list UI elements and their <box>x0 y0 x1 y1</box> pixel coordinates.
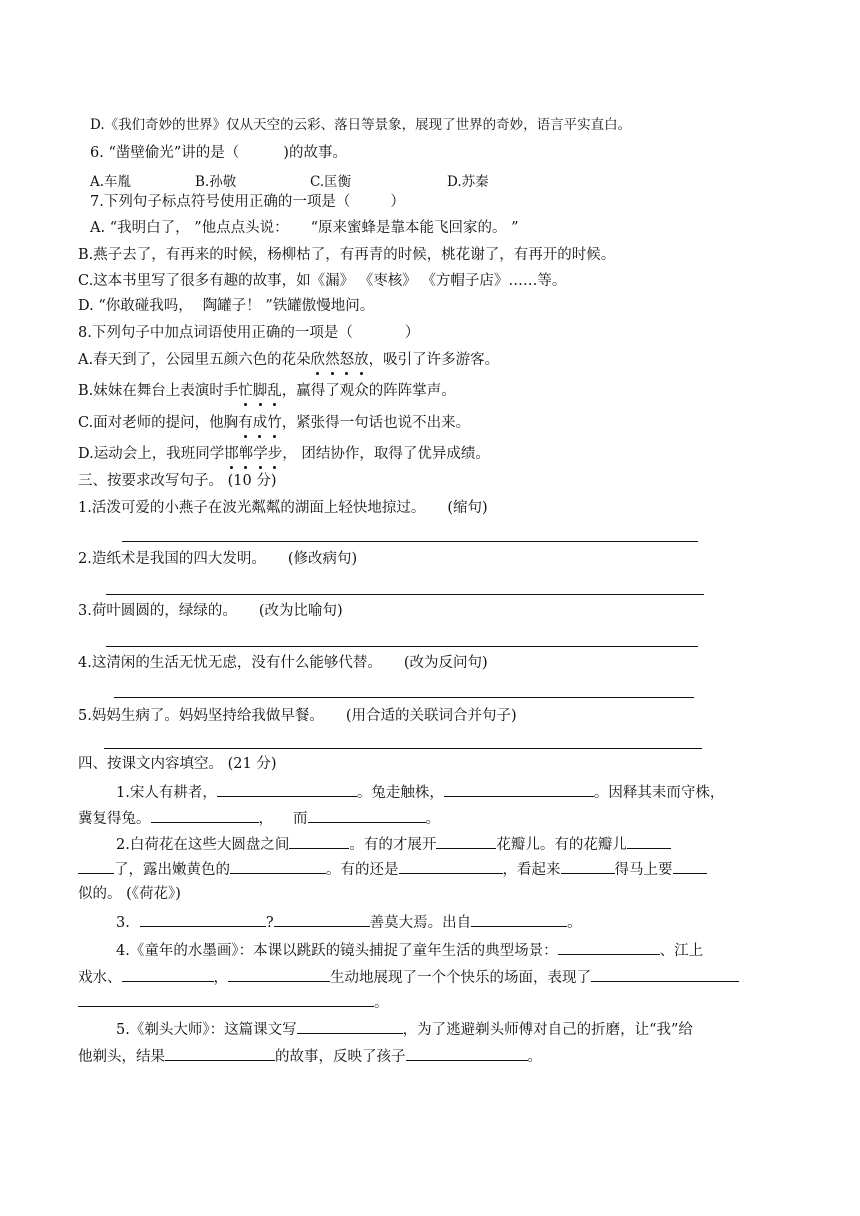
blank[interactable] <box>228 967 330 982</box>
q6-option-d: D.苏秦 <box>447 174 489 190</box>
q6-option-c: C.匡衡 <box>310 174 352 190</box>
dotted-char: 邯 <box>224 446 239 462</box>
fill-item-5-cont: 他剃头，结果 的故事，反映了孩子 。 <box>78 1046 542 1067</box>
fill-item-4-end: 。 <box>78 992 389 1013</box>
blank[interactable] <box>274 912 370 927</box>
dotted-char: 怒 <box>339 352 355 368</box>
fill-item-4-cont: 戏水、 ， 生动地展现了一个个快乐的场面，表现了 <box>78 967 739 988</box>
answer-line-1[interactable] <box>122 541 698 542</box>
q8-option-d: D.运动会上，我班同学邯郸学步， 团结协作，取得了优异成绩。 <box>78 446 490 462</box>
blank[interactable] <box>297 1019 403 1034</box>
blank[interactable] <box>122 967 214 982</box>
dotted-char: 有 <box>238 415 253 431</box>
fill-item-3: 3. ? 善莫大焉。出自 。 <box>116 912 582 933</box>
fill-item-2-source: 似的。 (《荷花》) <box>78 886 181 902</box>
fill-item-5: 5.《剃头大师》：这篇课文写 ，为了逃避剃头师傅对自己的折磨，让“我”给 <box>116 1019 693 1040</box>
blank[interactable] <box>217 782 357 797</box>
dotted-char: 乱 <box>267 383 282 399</box>
blank[interactable] <box>444 782 594 797</box>
blank[interactable] <box>558 940 660 955</box>
blank[interactable] <box>140 912 266 927</box>
answer-line-5[interactable] <box>104 748 702 749</box>
q6-option-b: B.孙敬 <box>195 174 237 190</box>
dotted-char: 欣 <box>310 352 326 368</box>
blank[interactable] <box>151 808 259 823</box>
q7-option-d: D. “你敢碰我吗， 陶罐子！ ”铁罐傲慢地问。 <box>78 298 375 314</box>
blank[interactable] <box>436 834 496 849</box>
q8-option-c: C.面对老师的提问，他胸有成竹，紧张得一句话也说不出来。 <box>78 415 471 431</box>
q6-options <box>90 172 489 192</box>
blank[interactable] <box>399 859 503 874</box>
q8-option-b: B.妹妹在舞台上表演时手忙脚乱，赢得了观众的阵阵掌声。 <box>78 383 456 399</box>
dotted-char: 放 <box>354 352 369 368</box>
section-3-title: 三、按要求改写句子。 (10 分) <box>78 473 277 489</box>
dotted-char: 忙 <box>238 383 253 399</box>
q7-option-a: A. “我明白了， ”他点点头说： “原来蜜蜂是靠本能飞回家的。 ” <box>90 220 519 236</box>
blank[interactable] <box>406 1046 528 1061</box>
section-4-title: 四、按课文内容填空。 (21 分) <box>78 756 277 772</box>
blank[interactable] <box>230 859 326 874</box>
answer-line-3[interactable] <box>106 646 698 647</box>
q5-option-d: D.《我们奇妙的世界》仅从天空的云彩、落日等景象，展现了世界的奇妙，语言平实直白。 <box>90 117 632 133</box>
dotted-char: 郸 <box>238 446 254 462</box>
dotted-char: 竹 <box>267 415 282 431</box>
blank[interactable] <box>308 808 426 823</box>
blank[interactable] <box>165 1046 275 1061</box>
blank[interactable] <box>561 859 615 874</box>
blank[interactable] <box>627 834 671 849</box>
q7-option-b: B.燕子去了，有再来的时候，杨柳枯了，有再青的时候，桃花谢了，有再开的时候。 <box>78 247 616 263</box>
q6-stem: 6. “凿壁偷光”讲的是（ )的故事。 <box>90 145 347 161</box>
rewrite-item-3: 3.荷叶圆圆的，绿绿的。 (改为比喻句) <box>78 603 343 619</box>
q6-option-a: A.车胤 <box>90 174 132 190</box>
fill-item-2: 2.白荷花在这些大圆盘之间 。有的才展开 花瓣儿。有的花瓣儿 <box>116 834 671 855</box>
dotted-char: 脚 <box>252 383 268 399</box>
dotted-char: 然 <box>325 352 340 368</box>
blank[interactable] <box>78 992 374 1007</box>
fill-item-2-cont: 了，露出嫩黄色的 。有的还是 ，看起来 得马上要 <box>78 859 707 880</box>
answer-line-4[interactable] <box>114 697 694 698</box>
dotted-char: 步 <box>267 446 283 462</box>
blank[interactable] <box>78 859 114 874</box>
fill-item-4: 4.《童年的水墨画》：本课以跳跃的镜头捕捉了童年生活的典型场景： 、江上 <box>116 940 703 961</box>
blank[interactable] <box>591 967 739 982</box>
q8-stem: 8.下列句子中加点词语使用正确的一项是（ ） <box>78 325 420 341</box>
q7-stem: 7.下列句子标点符号使用正确的一项是（ ） <box>90 194 405 210</box>
answer-line-2[interactable] <box>106 594 704 595</box>
blank[interactable] <box>471 912 567 927</box>
rewrite-item-1: 1.活泼可爱的小燕子在波光粼粼的湖面上轻快地掠过。 (缩句) <box>78 500 488 516</box>
dotted-char: 学 <box>253 446 268 462</box>
q7-option-c: C.这本书里写了很多有趣的故事，如《漏》 《枣核》 《方帽子店》……等。 <box>78 273 567 289</box>
q8-option-a: A.春天到了，公园里五颜六色的花朵欣然怒放，吸引了许多游客。 <box>78 352 500 368</box>
blank[interactable] <box>673 859 707 874</box>
rewrite-item-5: 5.妈妈生病了。妈妈坚持给我做早餐。 (用合适的关联词合并句子) <box>78 708 517 724</box>
fill-item-1: 1.宋人有耕者， 。兔走触株， 。因释其耒而守株， <box>116 782 724 803</box>
fill-item-1-cont: 冀复得兔。 ， 而 。 <box>78 808 440 829</box>
rewrite-item-4: 4.这清闲的生活无忧无虑，没有什么能够代替。 (改为反问句) <box>78 655 488 671</box>
rewrite-item-2: 2.造纸术是我国的四大发明。 (修改病句) <box>78 551 358 567</box>
dotted-char: 成 <box>252 415 268 431</box>
blank[interactable] <box>289 834 349 849</box>
